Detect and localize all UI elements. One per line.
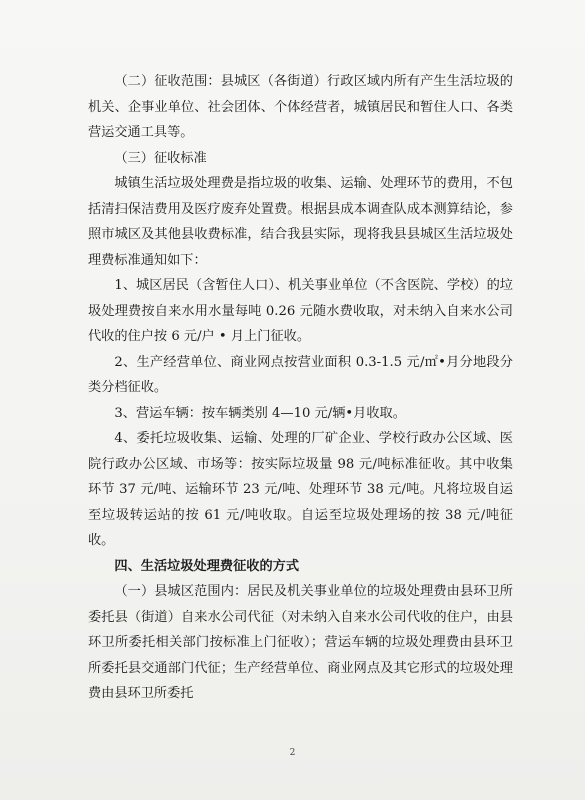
paragraph-fee-definition: 城镇生活垃圾处理费是指垃圾的收集、运输、处理环节的费用，不包括清扫保洁费用及医疗废弃处置费。根据县成本调查队成本测算结论，参照市城区及其他县收费标准，结合我县实际，现将我县县城区生活垃圾处理费标准通知如下： <box>88 176 513 268</box>
paragraph-item-1-residents: 1、城区居民（含暂住人口）、机关事业单位（不含医院、学校）的垃圾处理费按自来水用水量每吨 0.26 元随水费收取，对未纳入自来水公司代收的住户按 6 元/户 • 月上门征收。 <box>88 278 513 344</box>
document-body <box>88 69 513 707</box>
paragraph-county-scope: （一）县城区范围内：居民及机关事业单位的垃圾处理费由县环卫所委托县（街道）自来水公司代征（对未纳入自来水公司代收的住户，由县环卫所委托相关部门按标准上门征收）；营运车辆的垃圾处理费由县环卫所委托县交通部门代征；生产经营单位、商业网点及其它形式的垃圾处理费由县环卫所委托 <box>88 584 513 701</box>
page-number: 2 <box>289 748 296 758</box>
paragraph-item-2-business: 2、生产经营单位、商业网点按营业面积 0.3-1.5 元/㎡•月分地段分类分档征收。 <box>88 354 513 395</box>
heading-collection-method: 四、生活垃圾处理费征收的方式 <box>114 558 300 574</box>
heading-collection-standard: （三）征收标准 <box>114 150 207 166</box>
paragraph-item-4-entrusted: 4、委托垃圾收集、运输、处理的厂矿企业、学校行政办公区域、医院行政办公区域、市场等：按实际垃圾量 98 元/吨标准征收。其中收集环节 37 元/吨、运输环节 23 元/吨、处理环节 38 元/吨。凡将垃圾自运至垃圾转运站的按 61 元/吨收取。自运至垃圾处理场的按 38 元/吨征收。 <box>88 431 513 548</box>
paragraph-item-3-vehicles: 3、营运车辆：按车辆类别 4—10 元/辆•月收取。 <box>114 405 406 421</box>
paragraph-collection-scope: （二）征收范围：县城区（各街道）行政区域内所有产生生活垃圾的机关、企事业单位、社会团体、个体经营者，城镇居民和暂住人口、各类营运交通工具等。 <box>88 74 513 140</box>
